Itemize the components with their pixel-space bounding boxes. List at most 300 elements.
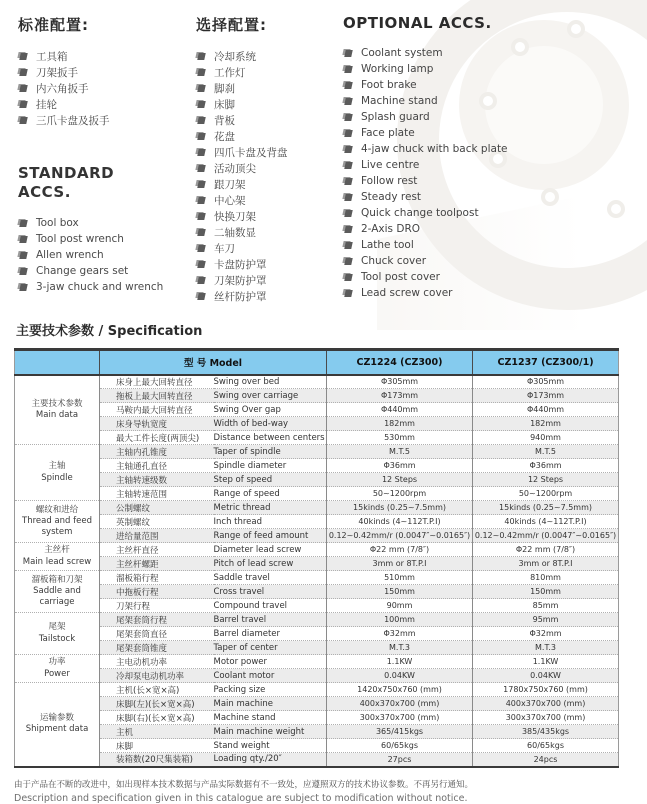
value-cz1237: 3mm or 8T.P.I [473, 557, 619, 571]
list-item [18, 48, 183, 64]
value-cz1224: 182mm [327, 417, 473, 431]
list-item [18, 247, 183, 263]
value-cz1237: M.T.3 [473, 641, 619, 655]
list-item [196, 176, 341, 192]
group-name-cn: 溜板箱和刀架 [31, 574, 83, 585]
value-cz1224: 530mm [327, 431, 473, 445]
spec-section-title: 主要技术参数 / Specification [16, 324, 203, 339]
spec-table [14, 348, 619, 768]
tag-bullet-icon [18, 52, 27, 60]
value-cz1224: 0.04KW [327, 669, 473, 683]
optional-accs-en-title: OPTIONAL ACCS. [343, 14, 492, 32]
spec-row [15, 375, 619, 389]
param-name-cn: 主轴转速范围 [100, 487, 214, 501]
spec-row [15, 515, 619, 529]
param-name-en: Packing size [214, 683, 327, 697]
spec-row [15, 585, 619, 599]
list-item-label: Allen wrench [36, 248, 104, 261]
value-cz1237: Φ36mm [473, 459, 619, 473]
group-cell [15, 655, 100, 683]
spec-row [15, 459, 619, 473]
param-name-cn: 主丝杆直径 [100, 543, 214, 557]
tag-bullet-icon [343, 273, 352, 281]
list-item-label: 刀架防护罩 [214, 274, 267, 287]
tag-bullet-icon [196, 68, 205, 76]
tag-bullet-icon [196, 228, 205, 236]
param-name-en: Inch thread [214, 515, 327, 529]
list-item [18, 279, 183, 295]
param-name-cn: 中拖板行程 [100, 585, 214, 599]
param-name-cn: 主轴转速级数 [100, 473, 214, 487]
list-item-label: Lead screw cover [361, 287, 453, 299]
list-item [18, 231, 183, 247]
list-item-label: 工具箱 [36, 50, 68, 63]
value-cz1224: 1420x750x760 (mm) [327, 683, 473, 697]
list-item [343, 125, 583, 141]
tag-bullet-icon [18, 84, 27, 92]
tag-bullet-icon [196, 212, 205, 220]
list-item-label: 刀架扳手 [36, 66, 78, 79]
param-name-cn: 英制螺纹 [100, 515, 214, 529]
spec-header-row [15, 350, 619, 375]
list-item [196, 160, 341, 176]
value-cz1224: 3mm or 8T.P.I [327, 557, 473, 571]
spec-row [15, 697, 619, 711]
list-item [196, 48, 341, 64]
list-item-label: 内六角扳手 [36, 82, 89, 95]
list-item [343, 189, 583, 205]
spec-row [15, 571, 619, 585]
list-item-label: Tool post wrench [36, 232, 124, 245]
tag-bullet-icon [196, 196, 205, 204]
optional-accessories-en-column [343, 14, 583, 301]
tag-bullet-icon [343, 289, 352, 297]
group-cell [15, 543, 100, 571]
value-cz1224: M.T.5 [327, 445, 473, 459]
param-name-cn: 主轴内孔锥度 [100, 445, 214, 459]
list-item [196, 192, 341, 208]
tag-bullet-icon [196, 244, 205, 252]
list-item-label: Lathe tool [361, 239, 414, 251]
param-name-en: Cross travel [214, 585, 327, 599]
spec-row [15, 543, 619, 557]
tag-bullet-icon [196, 116, 205, 124]
tag-bullet-icon [18, 267, 27, 275]
group-cell [15, 571, 100, 613]
param-name-en: Taper of center [214, 641, 327, 655]
group-cell [15, 445, 100, 501]
spec-row [15, 403, 619, 417]
list-item-label: Chuck cover [361, 255, 427, 267]
list-item-label: Tool post cover [361, 271, 440, 283]
value-cz1224: M.T.3 [327, 641, 473, 655]
param-name-en: Range of speed [214, 487, 327, 501]
tag-bullet-icon [196, 84, 205, 92]
param-name-cn: 溜板箱行程 [100, 571, 214, 585]
list-item [343, 109, 583, 125]
tag-bullet-icon [343, 225, 352, 233]
param-name-cn: 主机(长×宽×高) [100, 683, 214, 697]
list-item [18, 96, 183, 112]
header-empty-cell [15, 350, 100, 375]
group-name-en: Shipment data [25, 724, 89, 735]
value-cz1237: Φ305mm [473, 375, 619, 389]
tag-bullet-icon [18, 116, 27, 124]
value-cz1224: 300x370x700 (mm) [327, 711, 473, 725]
list-item-label: Coolant system [361, 47, 443, 59]
value-cz1237: 0.12~0.42mm/r (0.0047″~0.0165″) [473, 529, 619, 543]
param-name-cn: 装箱数(20尺集装箱) [100, 753, 214, 767]
spec-row [15, 417, 619, 431]
list-item [343, 285, 583, 301]
param-name-en: Swing over carriage [214, 389, 327, 403]
param-name-cn: 床脚(右)(长×宽×高) [100, 711, 214, 725]
spec-row [15, 641, 619, 655]
group-cell [15, 375, 100, 445]
tag-bullet-icon [343, 161, 352, 169]
param-name-en: Swing over bed [214, 375, 327, 389]
spec-row [15, 753, 619, 767]
value-cz1237: 60/65kgs [473, 739, 619, 753]
param-name-en: Diameter lead screw [214, 543, 327, 557]
group-name-cn: 功率 [48, 657, 66, 668]
tag-bullet-icon [196, 180, 205, 188]
value-cz1237: Φ22 mm (7/8″) [473, 543, 619, 557]
tag-bullet-icon [196, 52, 205, 60]
group-name-cn: 主轴 [48, 461, 66, 472]
tag-bullet-icon [343, 257, 352, 265]
param-name-cn: 刀架行程 [100, 599, 214, 613]
list-item-label: 二轴数显 [214, 226, 256, 239]
value-cz1237: 400x370x700 (mm) [473, 697, 619, 711]
list-item [196, 96, 341, 112]
param-name-cn: 公制螺纹 [100, 501, 214, 515]
list-item-label: Foot brake [361, 79, 417, 91]
spec-row [15, 431, 619, 445]
list-item [196, 208, 341, 224]
list-item-label: 卡盘防护罩 [214, 258, 267, 271]
list-item-label: 花盘 [214, 130, 235, 143]
value-cz1224: 0.12~0.42mm/r (0.0047″~0.0165″) [327, 529, 473, 543]
list-item [196, 80, 341, 96]
group-cell [15, 683, 100, 767]
list-item [18, 215, 183, 231]
value-cz1237: 940mm [473, 431, 619, 445]
header-cz1224: CZ1224 (CZ300) [327, 350, 473, 375]
list-item [196, 256, 341, 272]
list-item-label: 中心架 [214, 194, 246, 207]
tag-bullet-icon [18, 68, 27, 76]
param-name-en: Saddle travel [214, 571, 327, 585]
group-name-cn: 主要技术参数 [31, 398, 83, 409]
value-cz1237: 50~1200rpm [473, 487, 619, 501]
list-item [196, 64, 341, 80]
tag-bullet-icon [343, 129, 352, 137]
value-cz1237: 300x370x700 (mm) [473, 711, 619, 725]
list-item-label: 冷却系统 [214, 50, 256, 63]
value-cz1237: Φ173mm [473, 389, 619, 403]
param-name-en: Step of speed [214, 473, 327, 487]
spec-row [15, 473, 619, 487]
param-name-cn: 床身导轨宽度 [100, 417, 214, 431]
tag-bullet-icon [196, 260, 205, 268]
list-item [343, 269, 583, 285]
value-cz1237: 1.1KW [473, 655, 619, 669]
list-item [18, 80, 183, 96]
param-name-cn: 主轴通孔直径 [100, 459, 214, 473]
list-item [343, 45, 583, 61]
list-item-label: 3-jaw chuck and wrench [36, 280, 164, 293]
list-item-label: 三爪卡盘及扳手 [36, 114, 110, 127]
list-item-label: 4-jaw chuck with back plate [361, 143, 508, 155]
value-cz1224: 12 Steps [327, 473, 473, 487]
value-cz1224: 50~1200rpm [327, 487, 473, 501]
group-name-cn: 运输参数 [39, 713, 74, 724]
list-item [343, 157, 583, 173]
tag-bullet-icon [196, 276, 205, 284]
value-cz1224: Φ32mm [327, 627, 473, 641]
value-cz1237: 40kinds (4~112T.P.I) [473, 515, 619, 529]
value-cz1237: 15kinds (0.25~7.5mm) [473, 501, 619, 515]
tag-bullet-icon [196, 132, 205, 140]
header-model: 型 号 Model [100, 350, 327, 375]
tag-bullet-icon [343, 49, 352, 57]
list-item [343, 221, 583, 237]
list-item-label: Working lamp [361, 63, 434, 75]
group-name-en: Spindle [41, 472, 73, 483]
param-name-cn: 尾架套筒行程 [100, 613, 214, 627]
param-name-en: Metric thread [214, 501, 327, 515]
list-item-label: 快换刀架 [214, 210, 256, 223]
spec-row [15, 599, 619, 613]
standard-accs-cn-list [18, 48, 183, 128]
footer-note-cn: 由于产品在不断的改进中，如出现样本技术数据与产品实际数据有不一致处，应遵照双方的技术协议参数。不再另行通知。 [14, 779, 474, 790]
param-name-en: Loading qty./20″ [214, 753, 327, 767]
accessories-section [18, 14, 630, 314]
list-item [196, 144, 341, 160]
param-name-en: Barrel diameter [214, 627, 327, 641]
spec-row [15, 669, 619, 683]
list-item [196, 288, 341, 304]
list-item [196, 112, 341, 128]
param-name-en: Spindle diameter [214, 459, 327, 473]
list-item-label: Steady rest [361, 191, 422, 203]
value-cz1237: 182mm [473, 417, 619, 431]
tag-bullet-icon [18, 100, 27, 108]
tag-bullet-icon [343, 145, 352, 153]
list-item-label: 活动顶尖 [214, 162, 256, 175]
optional-accessories-cn-column [196, 14, 341, 304]
param-name-cn: 尾架套筒锥度 [100, 641, 214, 655]
value-cz1237: 1780x750x760 (mm) [473, 683, 619, 697]
optional-accs-en-list [343, 45, 583, 301]
list-item [343, 61, 583, 77]
standard-accs-en-list [18, 215, 183, 295]
list-item [343, 173, 583, 189]
list-item [343, 253, 583, 269]
param-name-en: Distance between centers [213, 432, 325, 443]
param-name-cn: 主机 [100, 725, 214, 739]
value-cz1237: 24pcs [473, 753, 619, 767]
param-name-en: Compound travel [214, 599, 327, 613]
param-name-en: Main machine [214, 697, 327, 711]
spec-row [15, 613, 619, 627]
value-cz1224: Φ173mm [327, 389, 473, 403]
param-name-cn: 马鞍内最大回转直径 [100, 403, 214, 417]
tag-bullet-icon [18, 235, 27, 243]
footer-note-en: Description and specification given in this catalogue are subject to modification without notice. [14, 792, 468, 804]
list-item-label: 背板 [214, 114, 235, 127]
spec-row [15, 557, 619, 571]
tag-bullet-icon [343, 177, 352, 185]
tag-bullet-icon [343, 193, 352, 201]
value-cz1224: 1.1KW [327, 655, 473, 669]
param-name-cn: 尾架套筒直径 [100, 627, 214, 641]
value-cz1224: 100mm [327, 613, 473, 627]
list-item-label: Follow rest [361, 175, 418, 187]
value-cz1224: Φ440mm [327, 403, 473, 417]
standard-accs-en-title: STANDARD ACCS. [18, 164, 115, 201]
value-cz1237: 385/435kgs [473, 725, 619, 739]
value-cz1224: 365/415kgs [327, 725, 473, 739]
param-name-cn: 床脚(左)(长×宽×高) [100, 697, 214, 711]
list-item [196, 240, 341, 256]
optional-accs-cn-list [196, 48, 341, 304]
param-name-en: Swing Over gap [214, 403, 327, 417]
value-cz1224: Φ305mm [327, 375, 473, 389]
list-item-label: 工作灯 [214, 66, 246, 79]
group-name-en: Thread and feed system [22, 515, 92, 538]
group-name-en: Tailstock [38, 633, 76, 644]
group-cell [15, 613, 100, 655]
value-cz1224: 60/65kgs [327, 739, 473, 753]
spec-row [15, 487, 619, 501]
value-cz1224: 400x370x700 (mm) [327, 697, 473, 711]
param-name-cn: 拖板上最大回转直径 [100, 389, 214, 403]
list-item-label: 丝杆防护罩 [214, 290, 267, 303]
list-item-label: Quick change toolpost [361, 207, 479, 219]
value-cz1237: 95mm [473, 613, 619, 627]
value-cz1237: Φ440mm [473, 403, 619, 417]
spec-row [15, 739, 619, 753]
value-cz1224: 40kinds (4~112T.P.I) [327, 515, 473, 529]
list-item-label: 挂轮 [36, 98, 57, 111]
list-item [18, 263, 183, 279]
value-cz1224: 90mm [327, 599, 473, 613]
value-cz1224: 150mm [327, 585, 473, 599]
spec-row [15, 725, 619, 739]
list-item-label: 脚刹 [214, 82, 235, 95]
list-item-label: 2-Axis DRO [361, 223, 421, 235]
list-item-label: Face plate [361, 127, 415, 139]
value-cz1224: 510mm [327, 571, 473, 585]
param-name-en: Coolant motor [214, 669, 327, 683]
tag-bullet-icon [343, 81, 352, 89]
tag-bullet-icon [343, 241, 352, 249]
standard-accs-cn-title: 标准配置: [18, 16, 89, 34]
value-cz1224: 15kinds (0.25~7.5mm) [327, 501, 473, 515]
spec-row [15, 501, 619, 515]
group-name-en: Main lead screw [22, 556, 92, 567]
spec-row [15, 627, 619, 641]
list-item [196, 272, 341, 288]
tag-bullet-icon [343, 97, 352, 105]
list-item-label: Live centre [361, 159, 420, 171]
group-name-cn: 螺纹和进给 [35, 504, 79, 515]
list-item-label: Splash guard [361, 111, 430, 123]
param-name-en: Main machine weight [214, 725, 327, 739]
optional-accs-cn-title: 选择配置: [196, 16, 267, 34]
tag-bullet-icon [196, 148, 205, 156]
value-cz1237: Φ32mm [473, 627, 619, 641]
list-item [196, 224, 341, 240]
spec-row [15, 529, 619, 543]
list-item [343, 77, 583, 93]
param-name-cn: 主电动机功率 [100, 655, 214, 669]
list-item-label: Change gears set [36, 264, 129, 277]
group-name-cn: 主丝杆 [44, 545, 70, 556]
value-cz1224: 27pcs [327, 753, 473, 767]
value-cz1237: M.T.5 [473, 445, 619, 459]
list-item [18, 112, 183, 128]
param-name-cn: 主丝杆螺距 [100, 557, 214, 571]
tag-bullet-icon [196, 100, 205, 108]
list-item [343, 237, 583, 253]
list-item [196, 128, 341, 144]
value-cz1237: 0.04KW [473, 669, 619, 683]
tag-bullet-icon [343, 209, 352, 217]
spec-row [15, 655, 619, 669]
param-name-en: Pitch of lead screw [214, 557, 327, 571]
tag-bullet-icon [343, 65, 352, 73]
spec-row [15, 389, 619, 403]
group-cell [15, 501, 100, 543]
param-name-en: Width of bed-way [214, 417, 327, 431]
list-item-label: 跟刀架 [214, 178, 246, 191]
tag-bullet-icon [196, 292, 205, 300]
value-cz1237: 85mm [473, 599, 619, 613]
group-name-cn: 尾架 [48, 622, 66, 633]
value-cz1237: 12 Steps [473, 473, 619, 487]
list-item [18, 64, 183, 80]
tag-bullet-icon [343, 113, 352, 121]
param-name-cn: 冷却泵电动机功率 [100, 669, 214, 683]
param-name-cn: 最大工件长度(两顶尖) [100, 431, 214, 445]
param-name-en: Barrel travel [214, 613, 327, 627]
value-cz1237: 810mm [473, 571, 619, 585]
header-cz1237: CZ1237 (CZ300/1) [473, 350, 619, 375]
value-cz1237: 150mm [473, 585, 619, 599]
value-cz1224: Φ36mm [327, 459, 473, 473]
list-item-label: Tool box [36, 216, 79, 229]
list-item [343, 93, 583, 109]
list-item-label: Machine stand [361, 95, 438, 107]
tag-bullet-icon [18, 219, 27, 227]
list-item-label: 车刀 [214, 242, 235, 255]
list-item [343, 205, 583, 221]
param-name-cn: 床身上最大回转直径 [100, 375, 214, 389]
tag-bullet-icon [196, 164, 205, 172]
tag-bullet-icon [18, 283, 27, 291]
group-name-en: Power [44, 668, 70, 679]
spec-row [15, 445, 619, 459]
param-name-en: Range of feed amount [214, 529, 327, 543]
value-cz1224: Φ22 mm (7/8″) [327, 543, 473, 557]
group-name-en: Main data [35, 409, 79, 420]
specification-section [14, 320, 618, 804]
group-name-en: Saddle and carriage [33, 585, 81, 608]
standard-accessories-column [18, 14, 183, 295]
